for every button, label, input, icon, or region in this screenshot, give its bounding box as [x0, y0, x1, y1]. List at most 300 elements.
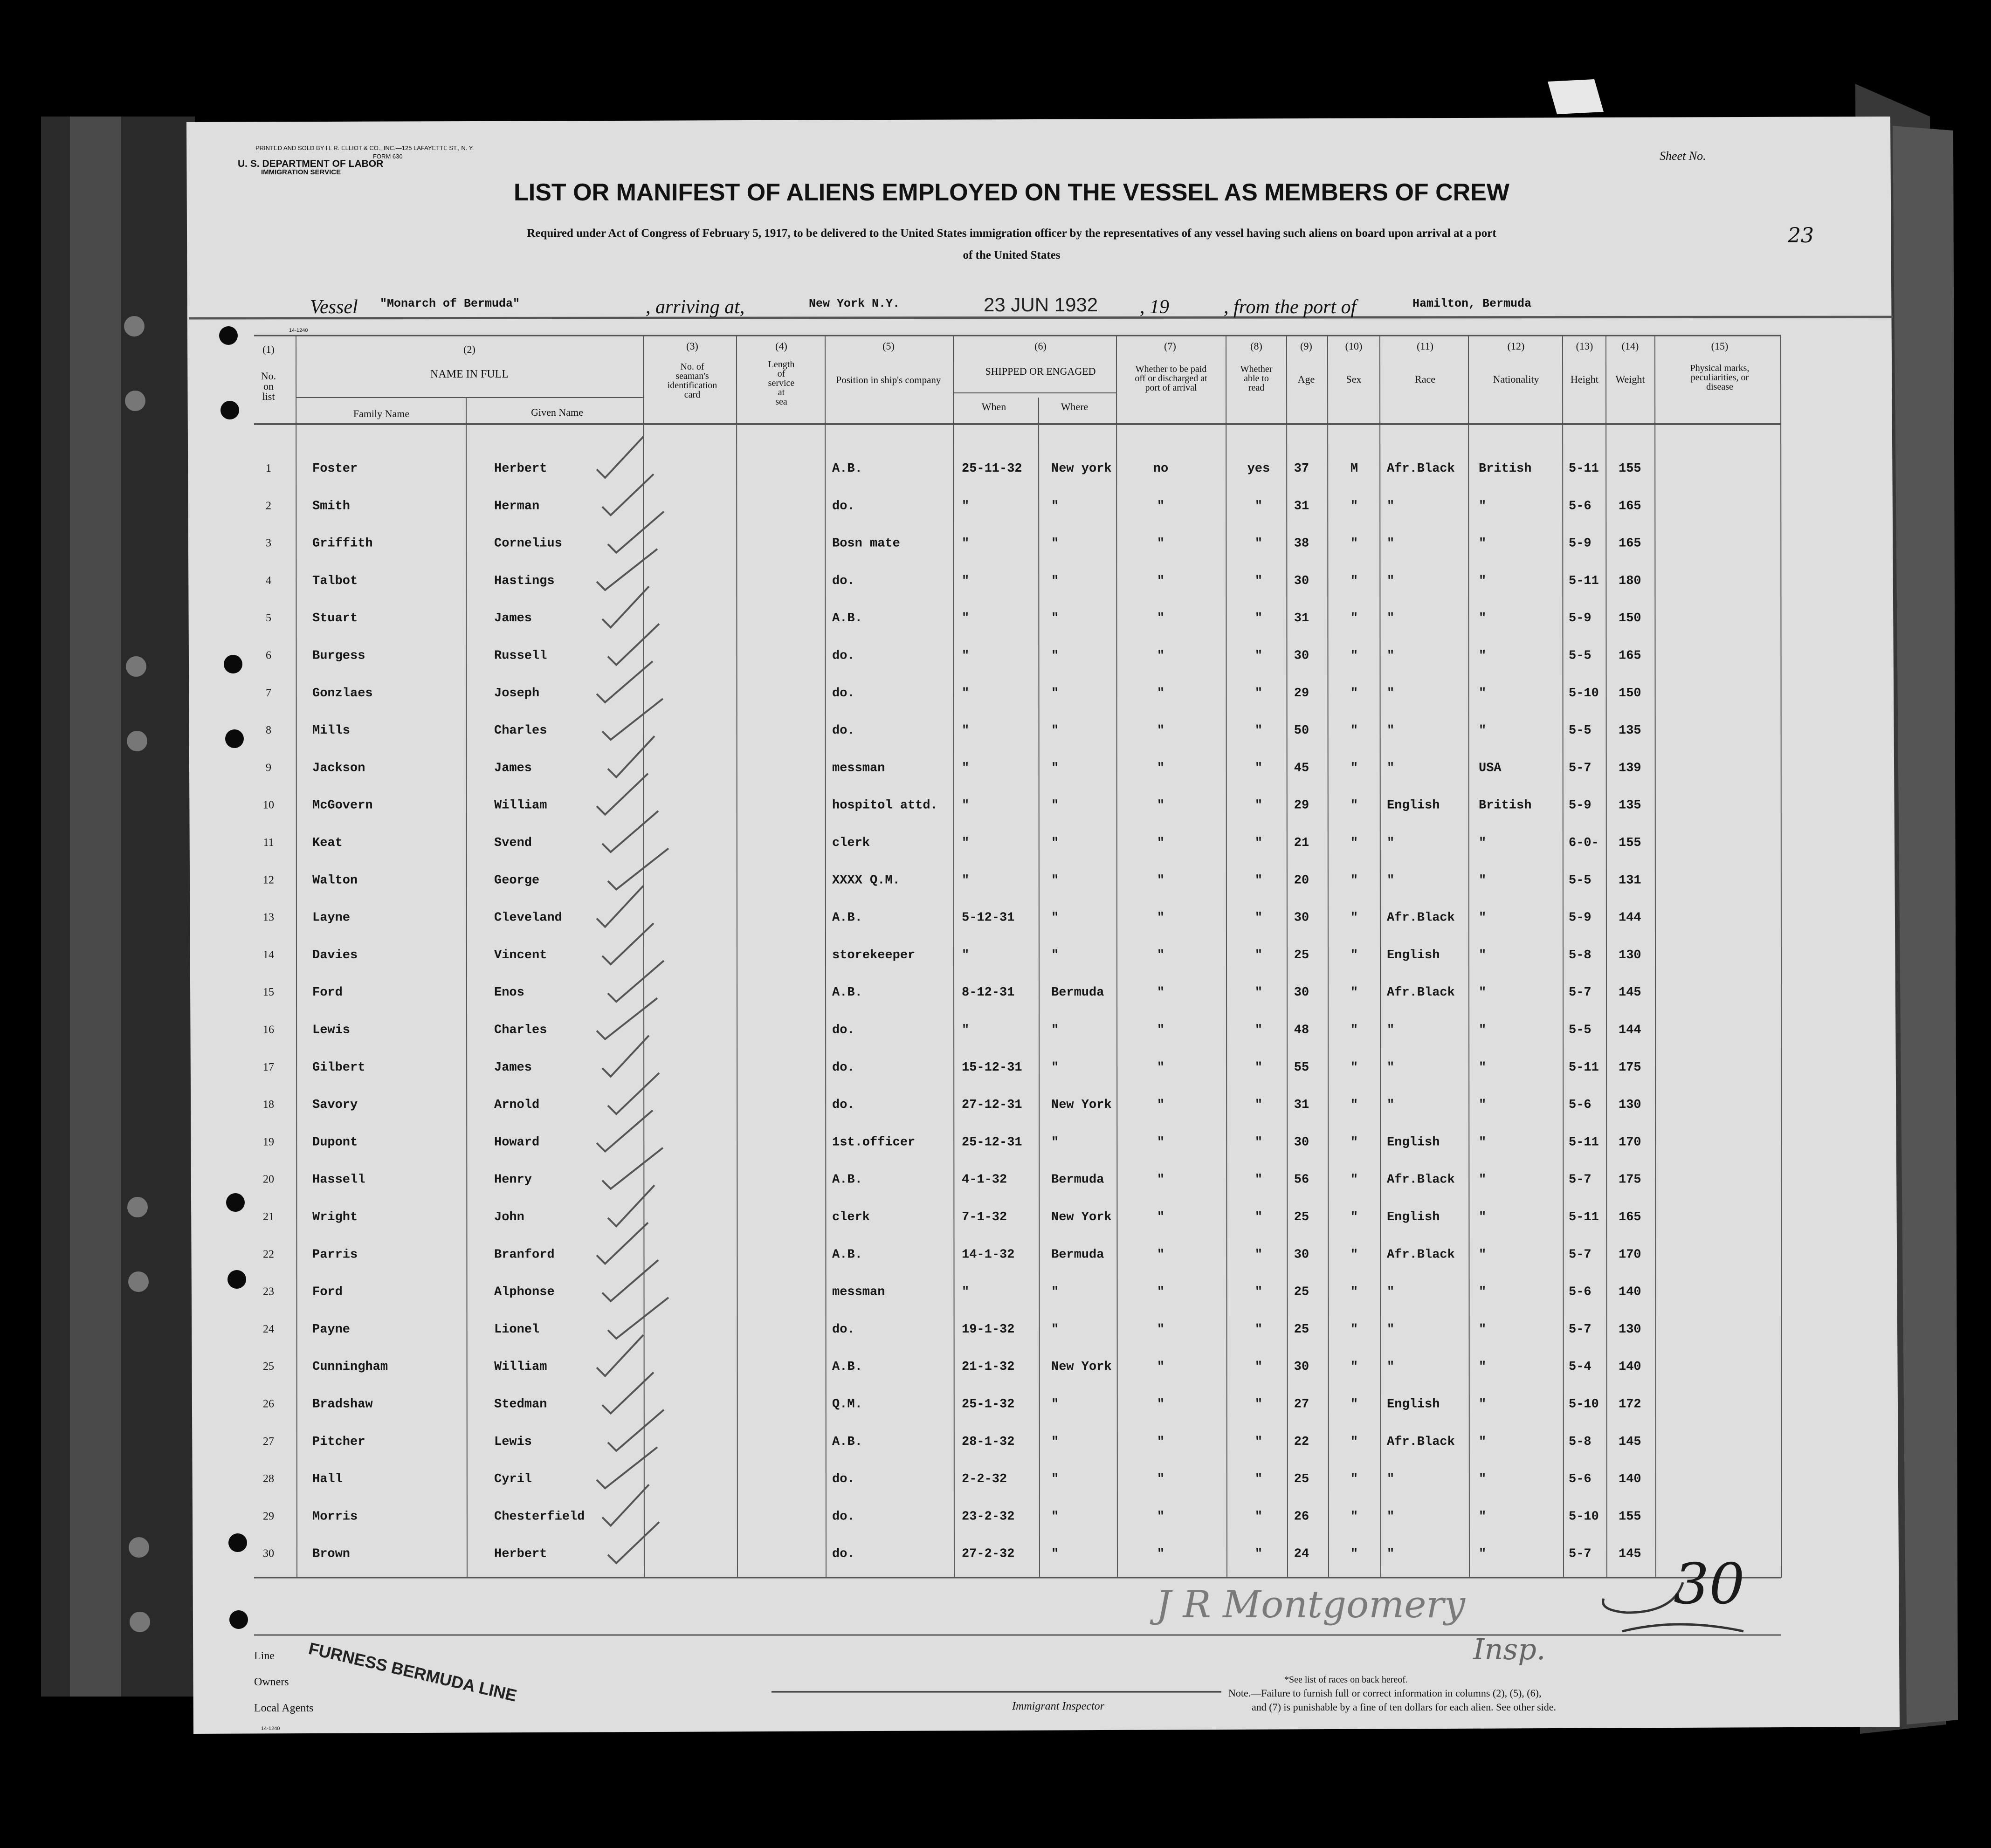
- cell-when: 2-2-32: [962, 1472, 1007, 1487]
- cell-paid: ": [1157, 574, 1165, 588]
- vessel-label: Vessel: [310, 296, 358, 318]
- cell-height: 5-8: [1569, 1435, 1591, 1449]
- cell-height: 5-6: [1569, 499, 1591, 514]
- cell-read: yes: [1247, 462, 1270, 476]
- cell-where: New York: [1051, 1098, 1112, 1113]
- cell-sex: ": [1350, 1060, 1358, 1075]
- cell-where: ": [1051, 611, 1059, 626]
- cell-age: 25: [1294, 1472, 1309, 1487]
- cell-race: English: [1387, 1210, 1440, 1224]
- nationality-header: Nationality: [1493, 373, 1539, 385]
- paid-off-header-1: Whether to be paid: [1135, 364, 1207, 374]
- cell-pos: do.: [832, 499, 855, 514]
- cell-family: Lewis: [312, 1023, 351, 1037]
- cell-nat: ": [1479, 1472, 1487, 1487]
- cell-where: ": [1051, 873, 1059, 888]
- cell-weight: 155: [1619, 1510, 1641, 1524]
- col-num-12: (12): [1507, 340, 1525, 352]
- cell-nat: ": [1479, 686, 1487, 701]
- cell-family: Foster: [312, 462, 358, 476]
- cell-given: Chesterfield: [494, 1510, 585, 1524]
- cell-nat: ": [1479, 986, 1487, 1000]
- cell-where: ": [1051, 574, 1059, 588]
- cell-weight: 130: [1619, 1322, 1641, 1337]
- col-num-7: (7): [1164, 340, 1176, 352]
- cell-when: ": [962, 536, 970, 551]
- cell-race: ": [1387, 611, 1395, 626]
- cell-nat: ": [1479, 836, 1487, 850]
- sheet-number-label: Sheet No.: [1660, 149, 1706, 163]
- cell-nat: ": [1479, 536, 1487, 551]
- cell-paid: ": [1157, 1360, 1165, 1374]
- cell-pos: hospitol attd.: [832, 798, 938, 813]
- cell-when: 23-2-32: [962, 1510, 1015, 1524]
- cell-paid: ": [1157, 1322, 1165, 1337]
- cell-given: Enos: [494, 986, 524, 1000]
- cell-sex: ": [1350, 1285, 1358, 1299]
- cell-race: ": [1387, 1322, 1395, 1337]
- cell-nat: ": [1479, 574, 1487, 588]
- cell-where: ": [1051, 1435, 1059, 1449]
- cell-given: Charles: [494, 724, 547, 738]
- cell-nat: USA: [1479, 761, 1502, 776]
- cell-n: 13: [263, 911, 274, 924]
- cell-sex: ": [1350, 873, 1358, 888]
- cell-paid: ": [1157, 836, 1165, 850]
- cell-sex: ": [1350, 1248, 1358, 1262]
- cell-race: ": [1387, 499, 1395, 514]
- cell-race: ": [1387, 836, 1395, 850]
- cell-height: 5-4: [1569, 1360, 1591, 1374]
- cell-paid: ": [1157, 1472, 1165, 1487]
- cell-weight: 165: [1619, 1210, 1641, 1224]
- cell-read: ": [1254, 1397, 1263, 1412]
- cell-weight: 145: [1619, 1435, 1641, 1449]
- cell-read: ": [1254, 1098, 1263, 1113]
- col-num-8: (8): [1250, 340, 1262, 352]
- cell-n: 17: [263, 1061, 274, 1073]
- cell-height: 6-0-: [1569, 836, 1599, 850]
- cell-n: 15: [263, 986, 274, 999]
- cell-age: 45: [1294, 761, 1309, 776]
- cell-height: 5-7: [1569, 1173, 1591, 1187]
- cell-given: Cleveland: [494, 911, 562, 925]
- cell-age: 30: [1294, 911, 1309, 925]
- cell-read: ": [1254, 649, 1263, 663]
- cell-race: Afr.Black: [1387, 1173, 1455, 1187]
- cell-read: ": [1254, 911, 1263, 925]
- family-name-header: Family Name: [353, 408, 410, 419]
- cell-weight: 145: [1619, 986, 1641, 1000]
- cell-race: ": [1387, 649, 1395, 663]
- cell-race: ": [1387, 1098, 1395, 1113]
- cell-where: Bermuda: [1051, 986, 1104, 1000]
- cell-read: ": [1254, 836, 1263, 850]
- cell-where: ": [1051, 536, 1059, 551]
- cell-family: Hassell: [312, 1173, 365, 1187]
- cell-read: ": [1254, 1023, 1263, 1037]
- no-on-list-2: on: [263, 380, 274, 392]
- cell-weight: 140: [1619, 1472, 1641, 1487]
- no-on-list-3: list: [262, 391, 275, 402]
- position-header: Position in ship's company: [836, 374, 941, 385]
- cell-family: Ford: [312, 986, 343, 1000]
- cell-pos: A.B.: [832, 611, 862, 626]
- form-code-bottom: 14-1240: [261, 1726, 280, 1731]
- cell-pos: A.B.: [832, 911, 862, 925]
- cell-n: 30: [263, 1547, 274, 1560]
- cell-pos: Q.M.: [832, 1397, 862, 1412]
- cell-age: 25: [1294, 1322, 1309, 1337]
- cell-paid: ": [1157, 1210, 1165, 1224]
- cell-weight: 172: [1619, 1397, 1641, 1412]
- cell-race: ": [1387, 1472, 1395, 1487]
- cell-race: Afr.Black: [1387, 462, 1455, 476]
- cell-weight: 175: [1619, 1173, 1641, 1187]
- cell-pos: storekeeper: [832, 948, 916, 962]
- cell-n: 23: [263, 1285, 274, 1298]
- cell-given: Henry: [494, 1173, 532, 1187]
- cell-when: 14-1-32: [962, 1248, 1015, 1262]
- cell-when: ": [962, 948, 970, 962]
- cell-race: English: [1387, 1397, 1440, 1412]
- cell-n: 25: [263, 1360, 274, 1373]
- col-num-9: (9): [1300, 340, 1312, 352]
- cell-pos: A.B.: [832, 1248, 862, 1262]
- cell-given: Joseph: [494, 686, 540, 701]
- cell-given: Cornelius: [494, 536, 562, 551]
- cell-weight: 150: [1619, 611, 1641, 626]
- col-num-4: (4): [775, 340, 787, 352]
- length-service-2: of: [777, 369, 785, 379]
- cell-given: Charles: [494, 1023, 547, 1037]
- cell-weight: 130: [1619, 1098, 1641, 1113]
- cell-given: Howard: [494, 1135, 540, 1150]
- cell-where: New York: [1051, 1210, 1112, 1224]
- cell-age: 30: [1294, 649, 1309, 663]
- cell-height: 5-7: [1569, 1248, 1591, 1262]
- cell-height: 5-8: [1569, 948, 1591, 962]
- cell-height: 5-6: [1569, 1285, 1591, 1299]
- local-agents-label: Local Agents: [254, 1702, 314, 1714]
- cell-pos: do.: [832, 649, 855, 663]
- cell-when: 27-12-31: [962, 1098, 1022, 1113]
- cell-family: Parris: [312, 1248, 358, 1262]
- cell-read: ": [1254, 1472, 1263, 1487]
- cell-where: ": [1051, 761, 1059, 776]
- cell-weight: 165: [1619, 649, 1641, 663]
- penalty-note-2: and (7) is punishable by a fine of ten dollars for each alien. See other side.: [1252, 1701, 1557, 1713]
- cell-race: Afr.Black: [1387, 986, 1455, 1000]
- cell-where: Bermuda: [1051, 1248, 1104, 1262]
- cell-when: 25-11-32: [962, 462, 1022, 476]
- cell-height: 5-5: [1569, 724, 1591, 738]
- cell-read: ": [1254, 761, 1263, 776]
- cell-nat: ": [1479, 1435, 1487, 1449]
- cell-nat: ": [1479, 1510, 1487, 1524]
- cell-weight: 131: [1619, 873, 1641, 888]
- cell-nat: ": [1479, 911, 1487, 925]
- cell-height: 5-7: [1569, 1322, 1591, 1337]
- cell-when: ": [962, 724, 970, 738]
- cell-n: 21: [263, 1211, 274, 1223]
- cell-nat: ": [1479, 1135, 1487, 1150]
- cell-given: James: [494, 761, 532, 776]
- cell-when: ": [962, 574, 970, 588]
- cell-pos: A.B.: [832, 986, 862, 1000]
- cell-paid: ": [1157, 1248, 1165, 1262]
- cell-pos: 1st.officer: [832, 1135, 916, 1150]
- cell-nat: ": [1479, 873, 1487, 888]
- cell-height: 5-6: [1569, 1098, 1591, 1113]
- cell-where: ": [1051, 1397, 1059, 1412]
- cell-weight: 170: [1619, 1135, 1641, 1150]
- form-number: FORM 630: [373, 153, 403, 160]
- cell-race: ": [1387, 1547, 1395, 1561]
- cell-weight: 180: [1619, 574, 1641, 588]
- cell-pos: do.: [832, 1547, 855, 1561]
- cell-n: 28: [263, 1473, 274, 1485]
- cell-given: Stedman: [494, 1397, 547, 1412]
- cell-given: Cyril: [494, 1472, 532, 1487]
- cell-pos: do.: [832, 1510, 855, 1524]
- cell-weight: 150: [1619, 686, 1641, 701]
- cell-pos: do.: [832, 724, 855, 738]
- cell-nat: British: [1479, 798, 1532, 813]
- cell-race: ": [1387, 1060, 1395, 1075]
- age-header: Age: [1297, 373, 1315, 385]
- length-service-3: service: [768, 378, 795, 388]
- cell-sex: ": [1350, 911, 1358, 925]
- cell-age: 27: [1294, 1397, 1309, 1412]
- cell-age: 31: [1294, 611, 1309, 626]
- cell-n: 29: [263, 1510, 274, 1523]
- inspector-signature: J R Montgomery: [1156, 1583, 1465, 1626]
- cell-family: Wright: [312, 1210, 358, 1224]
- cell-read: ": [1254, 1210, 1263, 1224]
- cell-given: Russell: [494, 649, 547, 663]
- cell-height: 5-9: [1569, 911, 1591, 925]
- cell-weight: 170: [1619, 1248, 1641, 1262]
- cell-n: 5: [266, 612, 271, 625]
- cell-sex: ": [1350, 1547, 1358, 1561]
- no-on-list-1: No.: [261, 370, 276, 382]
- cell-pos: do.: [832, 1472, 855, 1487]
- cell-when: ": [962, 611, 970, 626]
- cell-sex: ": [1350, 1210, 1358, 1224]
- vessel-rule: [189, 317, 1893, 318]
- cell-when: 25-12-31: [962, 1135, 1022, 1150]
- cell-family: Morris: [312, 1510, 358, 1524]
- cell-pos: messman: [832, 761, 885, 776]
- cell-nat: ": [1479, 1098, 1487, 1113]
- cell-n: 8: [266, 724, 271, 737]
- cell-paid: ": [1157, 1397, 1165, 1412]
- cell-given: George: [494, 873, 540, 888]
- cell-given: Herbert: [494, 462, 547, 476]
- cell-sex: ": [1350, 986, 1358, 1000]
- cell-read: ": [1254, 1322, 1263, 1337]
- cell-age: 30: [1294, 1248, 1309, 1262]
- paid-off-header-2: off or discharged at: [1135, 373, 1207, 384]
- from-port-label: , from the port of: [1224, 296, 1357, 318]
- cell-given: Arnold: [494, 1098, 540, 1113]
- cell-family: Brown: [312, 1547, 351, 1561]
- binder-strip: [70, 117, 121, 1697]
- cell-pos: messman: [832, 1285, 885, 1299]
- cell-n: 4: [266, 574, 271, 587]
- cell-sex: M: [1350, 462, 1358, 476]
- sex-header: Sex: [1346, 373, 1362, 385]
- cell-where: ": [1051, 724, 1059, 738]
- cell-read: ": [1254, 686, 1263, 701]
- cell-sex: ": [1350, 536, 1358, 551]
- cell-paid: ": [1157, 724, 1165, 738]
- cell-height: 5-5: [1569, 649, 1591, 663]
- name-in-full-header: NAME IN FULL: [430, 368, 509, 380]
- cell-nat: British: [1479, 462, 1532, 476]
- cell-age: 25: [1294, 948, 1309, 962]
- cell-read: ": [1254, 611, 1263, 626]
- cell-weight: 135: [1619, 798, 1641, 813]
- cell-sex: ": [1350, 1135, 1358, 1150]
- cell-paid: ": [1157, 1435, 1165, 1449]
- cell-pos: do.: [832, 686, 855, 701]
- cell-where: Bermuda: [1051, 1173, 1104, 1187]
- cell-nat: ": [1479, 499, 1487, 514]
- cell-n: 16: [263, 1024, 274, 1036]
- cell-family: Layne: [312, 911, 351, 925]
- paper: [186, 117, 1900, 1734]
- cell-height: 5-11: [1569, 1210, 1599, 1224]
- cell-sex: ": [1350, 1397, 1358, 1412]
- cell-family: Griffith: [312, 536, 373, 551]
- cell-paid: ": [1157, 536, 1165, 551]
- cell-nat: ": [1479, 1397, 1487, 1412]
- service-label: IMMIGRATION SERVICE: [261, 168, 341, 176]
- cell-pos: Bosn mate: [832, 536, 900, 551]
- cell-family: Gonzlaes: [312, 686, 373, 701]
- cell-pos: do.: [832, 1322, 855, 1337]
- cell-n: 12: [263, 874, 274, 886]
- cell-when: 15-12-31: [962, 1060, 1022, 1075]
- given-name-header: Given Name: [531, 406, 583, 418]
- cell-race: ": [1387, 1285, 1395, 1299]
- cell-sex: ": [1350, 761, 1358, 776]
- cell-height: 5-9: [1569, 611, 1591, 626]
- cell-sex: ": [1350, 1023, 1358, 1037]
- col-num-5: (5): [882, 340, 895, 352]
- cell-read: ": [1254, 1435, 1263, 1449]
- able-read-header-2: able to: [1244, 373, 1269, 384]
- cell-race: ": [1387, 724, 1395, 738]
- owners-label: Owners: [254, 1676, 289, 1688]
- cell-race: English: [1387, 948, 1440, 962]
- able-read-header-1: Whether: [1240, 364, 1273, 374]
- id-card-header-1: No. of: [680, 362, 704, 372]
- inspector-title: Insp.: [1473, 1632, 1546, 1666]
- cell-given: Herbert: [494, 1547, 547, 1561]
- cell-read: ": [1254, 1135, 1263, 1150]
- cell-sex: ": [1350, 686, 1358, 701]
- cell-pos: A.B.: [832, 1360, 862, 1374]
- cell-sex: ": [1350, 1510, 1358, 1524]
- cell-paid: ": [1157, 761, 1165, 776]
- cell-nat: ": [1479, 1248, 1487, 1262]
- cell-given: John: [494, 1210, 524, 1224]
- length-service-5: sea: [775, 397, 787, 407]
- id-card-header-2: seaman's: [675, 371, 709, 381]
- subtitle-line-1: Required under Act of Congress of February 5, 1917, to be delivered to the United States immigration officer by the representatives of any vessel having such aliens on board upon arrival at a port: [527, 227, 1496, 240]
- cell-race: Afr.Black: [1387, 1435, 1455, 1449]
- cell-age: 20: [1294, 873, 1309, 888]
- cell-where: ": [1051, 911, 1059, 925]
- cell-paid: ": [1157, 499, 1165, 514]
- cell-where: ": [1051, 1023, 1059, 1037]
- cell-when: 28-1-32: [962, 1435, 1015, 1449]
- cell-where: ": [1051, 1547, 1059, 1561]
- cell-when: 21-1-32: [962, 1360, 1015, 1374]
- cell-family: Pitcher: [312, 1435, 365, 1449]
- cell-sex: ": [1350, 836, 1358, 850]
- cell-age: 21: [1294, 836, 1309, 850]
- cell-weight: 145: [1619, 1547, 1641, 1561]
- cell-when: 4-1-32: [962, 1173, 1007, 1187]
- subtitle-line-2: of the United States: [963, 249, 1061, 261]
- cell-height: 5-5: [1569, 1023, 1591, 1037]
- cell-pos: A.B.: [832, 462, 862, 476]
- col-num-3: (3): [686, 340, 698, 352]
- cell-family: Savory: [312, 1098, 358, 1113]
- cell-paid: no: [1153, 462, 1169, 476]
- cell-pos: XXXX Q.M.: [832, 873, 900, 888]
- cell-given: Vincent: [494, 948, 547, 962]
- line-stamp: FURNESS BERMUDA LINE: [307, 1638, 519, 1705]
- cell-age: 56: [1294, 1173, 1309, 1187]
- cell-read: ": [1254, 499, 1263, 514]
- cell-paid: ": [1157, 1135, 1165, 1150]
- col-num-1: (1): [262, 343, 275, 355]
- cell-n: 10: [263, 799, 274, 811]
- cell-paid: ": [1157, 1173, 1165, 1187]
- cell-height: 5-5: [1569, 873, 1591, 888]
- cell-nat: ": [1479, 1547, 1487, 1561]
- cell-sex: ": [1350, 948, 1358, 962]
- id-card-header-4: card: [684, 390, 701, 400]
- cell-race: Afr.Black: [1387, 1248, 1455, 1262]
- race-header: Race: [1415, 373, 1435, 385]
- cell-family: McGovern: [312, 798, 373, 813]
- cell-sex: ": [1350, 798, 1358, 813]
- cell-given: Lewis: [494, 1435, 532, 1449]
- page-number: 23: [1788, 224, 1814, 247]
- cell-race: ": [1387, 761, 1395, 776]
- cell-weight: 140: [1619, 1360, 1641, 1374]
- cell-pos: do.: [832, 1098, 855, 1113]
- paper-corner: [1548, 79, 1604, 114]
- cell-age: 26: [1294, 1510, 1309, 1524]
- cell-pos: do.: [832, 1060, 855, 1075]
- cell-sex: ": [1350, 611, 1358, 626]
- cell-where: ": [1051, 798, 1059, 813]
- cell-n: 7: [266, 687, 271, 699]
- weight-header: Weight: [1615, 373, 1645, 385]
- cell-read: ": [1254, 574, 1263, 588]
- cell-nat: ": [1479, 1173, 1487, 1187]
- cell-where: ": [1051, 1322, 1059, 1337]
- where-header: Where: [1061, 401, 1089, 412]
- arriving-label: , arriving at,: [646, 296, 745, 318]
